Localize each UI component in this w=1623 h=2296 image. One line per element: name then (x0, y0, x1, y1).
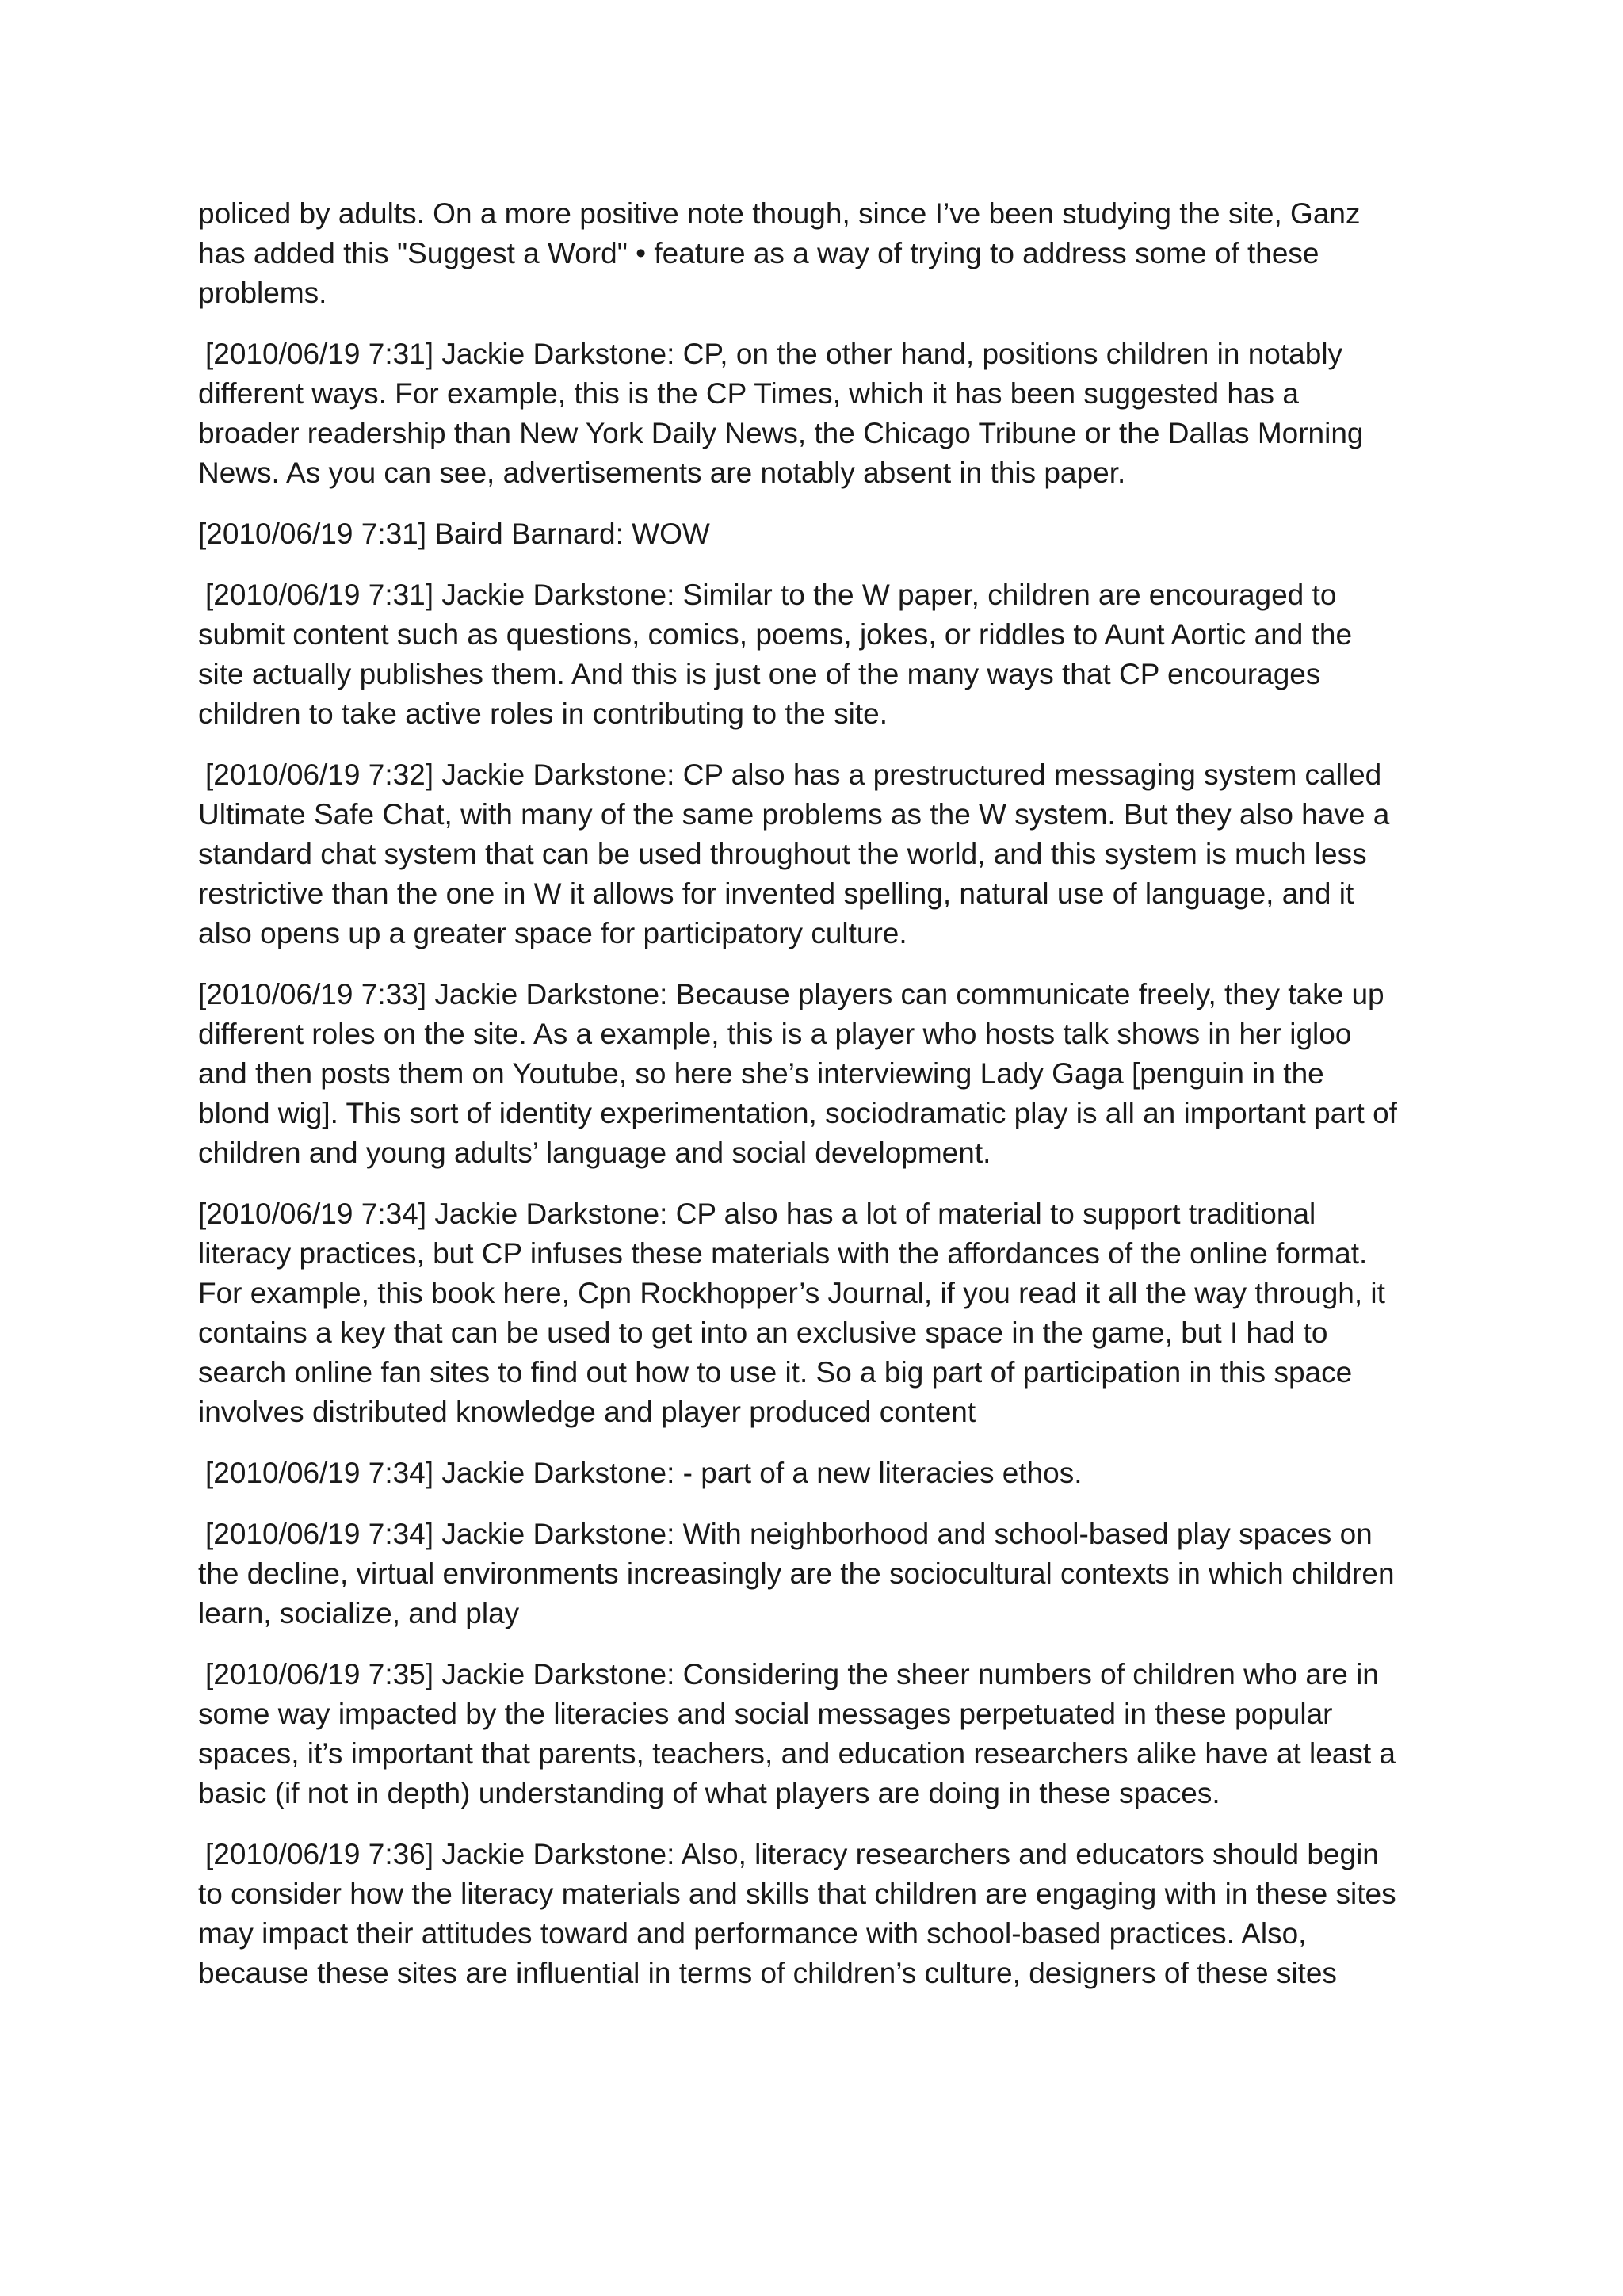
text-line: [2010/06/19 7:33] Jackie Darkstone: Because players can communicate freely, they take up (198, 978, 1384, 1010)
text-line: News. As you can see, advertisements are notably absent in this paper. (198, 457, 1126, 489)
text-line: [2010/06/19 7:34] Jackie Darkstone: With neighborhood and school-based play spaces on (205, 1518, 1373, 1550)
text-line: [2010/06/19 7:36] Jackie Darkstone: Also, literacy researchers and educators should begin (205, 1838, 1379, 1870)
text-line: has added this "Suggest a Word" • feature as a way of trying to address some of these (198, 237, 1319, 269)
text-line: [2010/06/19 7:34] Jackie Darkstone: - part of a new literacies ethos. (205, 1457, 1083, 1489)
text-line: literacy practices, but CP infuses these materials with the affordances of the online format. (198, 1237, 1368, 1270)
transcript-paragraph (198, 514, 1450, 554)
text-line: [2010/06/19 7:35] Jackie Darkstone: Considering the sheer numbers of children who are in (205, 1658, 1379, 1690)
text-line: contains a key that can be used to get into an exclusive space in the game, but I had to (198, 1316, 1328, 1349)
text-line: search online fan sites to find out how to use it. So a big part of participation in this space (198, 1356, 1353, 1389)
text-line: different roles on the site. As a example, this is a player who hosts talk shows in her igloo (198, 1018, 1352, 1050)
text-line: problems. (198, 277, 327, 309)
text-line: children and young adults’ language and social development. (198, 1137, 991, 1169)
text-line: learn, socialize, and play (198, 1597, 520, 1629)
text-line: may impact their attitudes toward and performance with school-based practices. Also, (198, 1917, 1307, 1950)
text-line: different ways. For example, this is the CP Times, which it has been suggested has a (198, 377, 1299, 410)
text-line: [2010/06/19 7:34] Jackie Darkstone: CP also has a lot of material to support traditional (198, 1198, 1316, 1230)
transcript-paragraph (198, 1454, 1450, 1493)
text-line: For example, this book here, Cpn Rockhopper’s Journal, if you read it all the way through, it (198, 1277, 1385, 1309)
transcript-paragraph (198, 755, 1450, 953)
text-line: some way impacted by the literacies and social messages perpetuated in these popular (198, 1698, 1333, 1730)
transcript-paragraph (198, 1655, 1450, 1813)
text-line: and then posts them on Youtube, so here she’s interviewing Lady Gaga [penguin in the (198, 1057, 1324, 1090)
text-line: involves distributed knowledge and player produced content (198, 1396, 976, 1428)
text-line: restrictive than the one in W it allows for invented spelling, natural use of language, and it (198, 877, 1354, 910)
text-line: spaces, it’s important that parents, teachers, and education researchers alike have at least a (198, 1737, 1396, 1770)
text-line: broader readership than New York Daily News, the Chicago Tribune or the Dallas Morning (198, 417, 1364, 449)
transcript-paragraph (198, 975, 1450, 1173)
text-line: standard chat system that can be used throughout the world, and this system is much less (198, 838, 1367, 870)
transcript-paragraph (198, 1835, 1450, 1993)
transcript-paragraph (198, 575, 1450, 734)
text-line: [2010/06/19 7:31] Jackie Darkstone: CP, on the other hand, positions children in notably (205, 338, 1343, 370)
text-line: [2010/06/19 7:31] Baird Barnard: WOW (198, 518, 710, 550)
text-line: because these sites are influential in terms of children’s culture, designers of these sites (198, 1957, 1337, 1989)
text-line: Ultimate Safe Chat, with many of the same problems as the W system. But they also have a (198, 798, 1390, 831)
transcript-body (198, 194, 1450, 2015)
text-line: the decline, virtual environments increasingly are the sociocultural contexts in which children (198, 1557, 1395, 1590)
text-line: blond wig]. This sort of identity experimentation, sociodramatic play is all an important part of (198, 1097, 1397, 1129)
transcript-paragraph (198, 194, 1450, 313)
text-line: policed by adults. On a more positive note though, since I’ve been studying the site, Ganz (198, 197, 1361, 230)
text-line: children to take active roles in contributing to the site. (198, 697, 888, 730)
text-line: [2010/06/19 7:31] Jackie Darkstone: Similar to the W paper, children are encouraged to (205, 579, 1337, 611)
text-line: basic (if not in depth) understanding of what players are doing in these spaces. (198, 1777, 1220, 1809)
text-line: submit content such as questions, comics, poems, jokes, or riddles to Aunt Aortic and the (198, 618, 1353, 651)
text-line: also opens up a greater space for participatory culture. (198, 917, 907, 949)
text-line: [2010/06/19 7:32] Jackie Darkstone: CP also has a prestructured messaging system called (205, 758, 1382, 791)
transcript-paragraph (198, 1515, 1450, 1633)
transcript-paragraph (198, 1194, 1450, 1432)
text-line: site actually publishes them. And this is just one of the many ways that CP encourages (198, 658, 1321, 690)
transcript-paragraph (198, 334, 1450, 493)
text-line: to consider how the literacy materials and skills that children are engaging with in these sites (198, 1878, 1396, 1910)
